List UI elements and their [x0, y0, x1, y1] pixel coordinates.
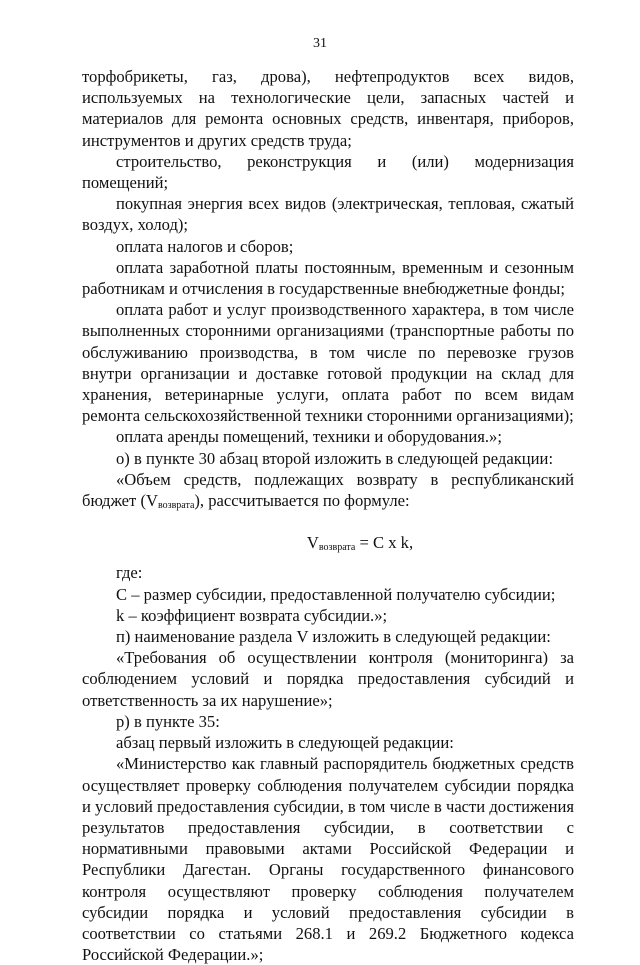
amendment-o: о) в пункте 30 абзац второй изложить в следующей редакции: [116, 448, 554, 468]
quoted-paragraph-refund [82, 469, 574, 516]
list-item-construction: строительство, реконструкция и (или) модернизация помещений; [82, 151, 574, 193]
quoted-paragraph-ministry: «Министерство как главный распорядитель бюджетных средств осуществляет проверку соблюдения получателем субсидии порядка и условий предоставления субсидии, в том числе в части достижения результатов предоставления субсидии, в соответствии с нормативными правовыми актами Российской Федерации и Республики Дагестан. Органы государственного финансового контроля осуществляют проверку соблюдения получателем субсидии порядка и условий предоставления субсидии в соответствии со статьями 268.1 и 269.2 Бюджетного кодекса Российской Федерации.»; [82, 754, 574, 965]
refund-subscript: возврата [157, 500, 195, 512]
formula-expression: = C x k, [355, 533, 414, 553]
amendment-p: п) наименование раздела V изложить в следующей редакции: [116, 627, 551, 647]
list-item-energy: покупная энергия всех видов (электрическая, тепловая, сжатый воздух, холод); [82, 194, 574, 235]
where-label: где: [116, 563, 143, 583]
definition-k: k – коэффициент возврата субсидии.»; [116, 605, 388, 625]
definition-c: C – размер субсидии, предоставленной получателю субсидии; [116, 584, 556, 604]
refund-text-start: «Объем средств, подлежащих возврату в республиканский бюджет (V [82, 469, 574, 511]
list-item-taxes: оплата налогов и сборов; [116, 236, 294, 256]
refund-text-end: ), рассчитывается по формуле: [194, 491, 410, 511]
formula-variable: V [306, 533, 319, 553]
list-item-wages: оплата заработной платы постоянным, временным и сезонным работникам и отчисления в государственные внебюджетные фонды; [82, 257, 574, 299]
document-body [82, 66, 574, 965]
amendment-r: р) в пункте 35: [116, 711, 220, 731]
list-item-rent: оплата аренды помещений, техники и оборудования.»; [116, 427, 502, 447]
amendment-r-first-paragraph: абзац первый изложить в следующей редакции: [116, 733, 454, 753]
formula-subscript: возврата [318, 542, 356, 554]
refund-formula [82, 532, 574, 558]
list-item-services: оплата работ и услуг производственного характера, в том числе выполненных сторонними организациями (транспортные работы по обслуживанию производства, в том числе по перевозке грузов внутри организации и доставке готовой продукции на склад для хранения, ветеринарные услуги, оплата работ по всем видам ремонта сельскохозяйственной техники сторонними организациями); [82, 300, 574, 426]
section-title-quote: «Требования об осуществлении контроля (мониторинга) за соблюдением условий и порядка предоставления субсидий и ответственность за их нарушение»; [82, 648, 574, 710]
page-number: 31 [313, 36, 327, 51]
paragraph-continuation: торфобрикеты, газ, дрова), нефтепродуктов всех видов, используемых на технологические цели, запасных частей и материалов для ремонта основных средств, инвентаря, приборов, инструментов и других средств труда; [82, 67, 574, 150]
